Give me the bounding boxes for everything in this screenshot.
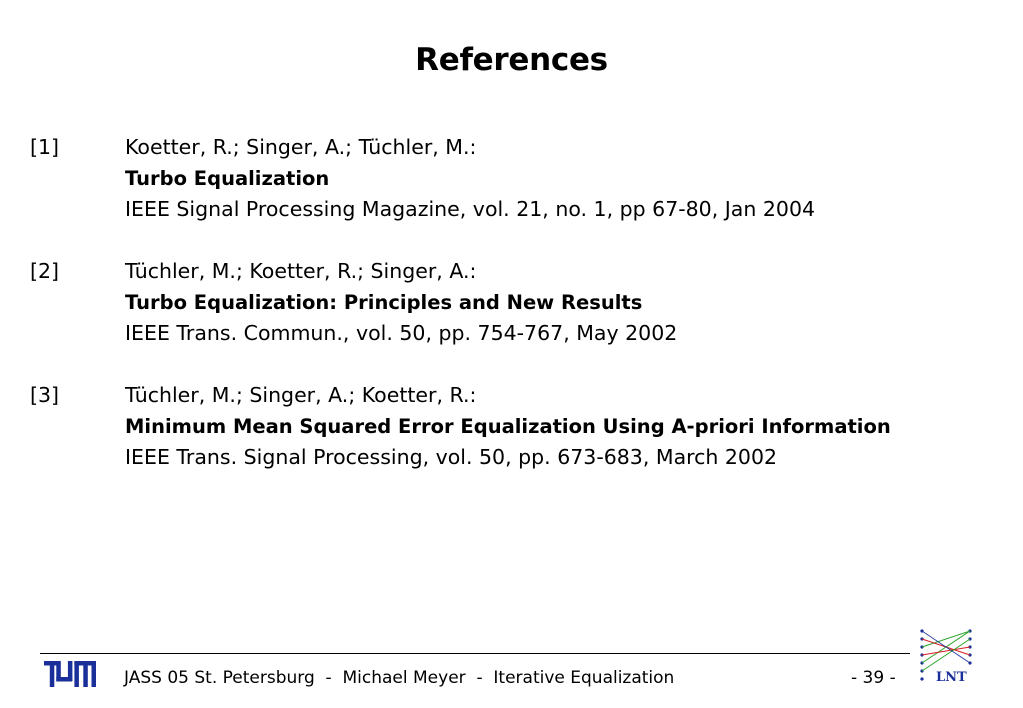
- footer-text: JASS 05 St. Petersburg - Michael Meyer - Iterative Equalization: [124, 668, 675, 688]
- page-title: References: [415, 42, 608, 78]
- reference-item: [30, 256, 1015, 349]
- reference-authors: Koetter, R.; Singer, A.; Tüchler, M.:: [125, 135, 477, 159]
- reference-list: [30, 132, 1015, 504]
- reference-body: [125, 380, 1015, 473]
- reference-body: [125, 256, 1015, 349]
- reference-body: [125, 132, 1015, 225]
- tum-logo: [44, 661, 96, 687]
- reference-number: [3]: [30, 383, 60, 407]
- footer-divider: [40, 653, 910, 654]
- reference-item: [30, 380, 1015, 473]
- reference-title: Minimum Mean Squared Error Equalization Using A-priori Information: [125, 415, 891, 438]
- reference-number: [1]: [30, 135, 60, 159]
- reference-title: Turbo Equalization: [125, 167, 330, 190]
- reference-authors: Tüchler, M.; Singer, A.; Koetter, R.:: [125, 383, 477, 407]
- reference-number: [2]: [30, 259, 60, 283]
- lnt-logo-label: LNT: [936, 670, 967, 685]
- reference-source: IEEE Trans. Signal Processing, vol. 50, pp. 673-683, March 2002: [125, 445, 778, 469]
- page-number: - 39 -: [851, 668, 896, 688]
- reference-title: Turbo Equalization: Principles and New Results: [125, 291, 643, 314]
- reference-source: IEEE Trans. Commun., vol. 50, pp. 754-767, May 2002: [125, 321, 678, 345]
- reference-item: [30, 132, 1015, 225]
- reference-source: IEEE Signal Processing Magazine, vol. 21, no. 1, pp 67-80, Jan 2004: [125, 197, 816, 221]
- reference-authors: Tüchler, M.; Koetter, R.; Singer, A.:: [125, 259, 477, 283]
